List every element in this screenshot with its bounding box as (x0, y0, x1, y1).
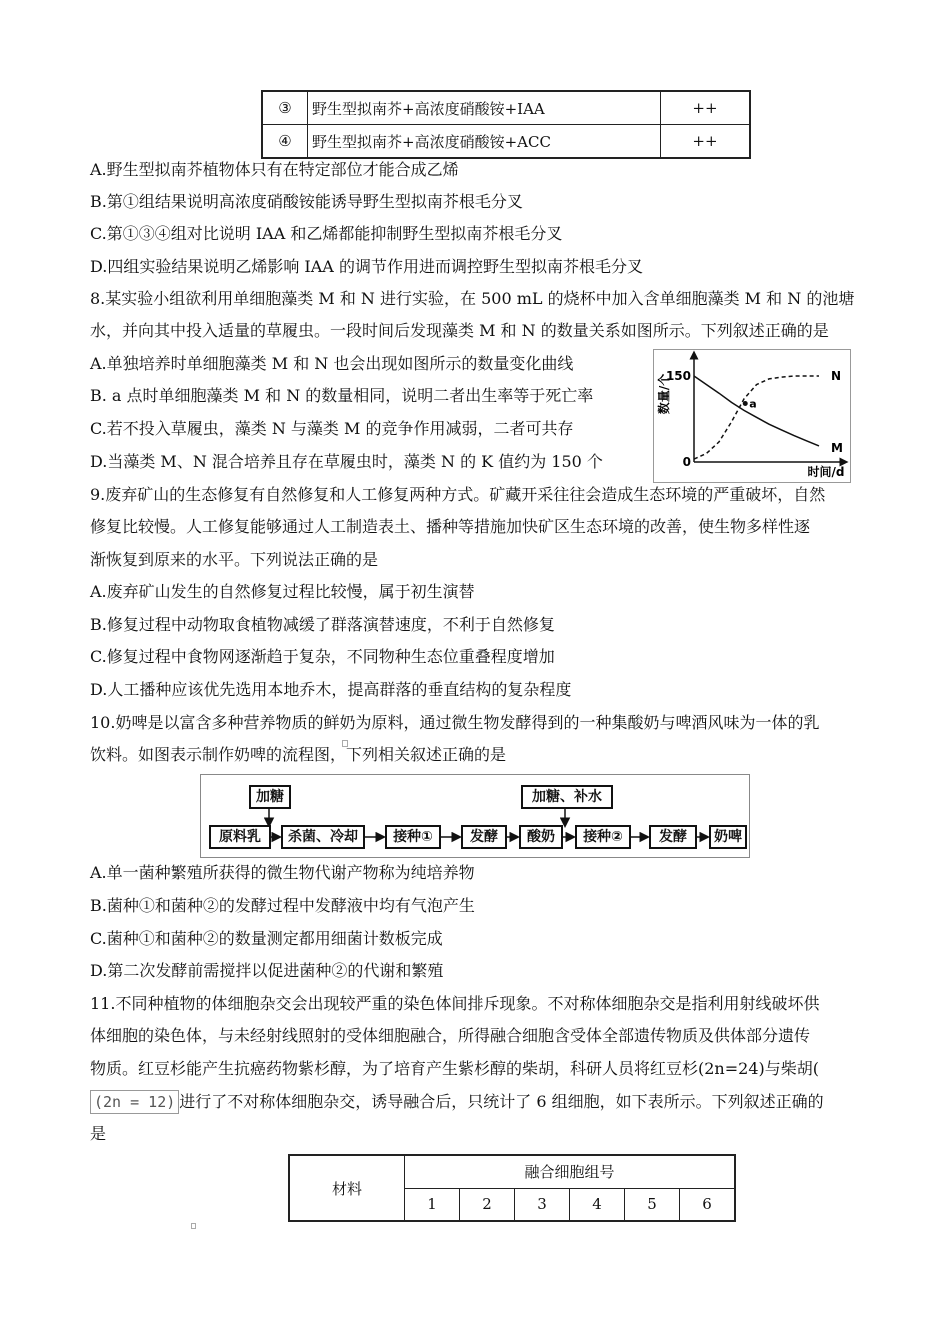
q11-stem-line1: 11.不同种植物的体细胞杂交会出现较严重的染色体间排斥现象。不对称体细胞杂交是指利用射线破坏供 (90, 994, 820, 1013)
intersection-label: a (749, 397, 757, 411)
group-number: 6 (680, 1188, 736, 1221)
flow-add-sugar: 加糖 (249, 785, 291, 809)
group-number: 2 (460, 1188, 515, 1221)
y-axis-label: 数量/个 (657, 373, 671, 415)
group-header: 融合细胞组号 (405, 1155, 736, 1188)
flow-add-sugar-water: 加糖、补水 (521, 785, 613, 809)
q10-stem-line2: 饮料。如图表示制作奶啤的流程图，下列相关叙述正确的是 (90, 745, 507, 764)
q9-stem-line3: 渐恢复到原来的水平。下列说法正确的是 (90, 550, 379, 569)
row-number: ③ (262, 91, 308, 125)
flow-step-ferment-1: 发酵 (461, 825, 507, 849)
y-tick-label-0: 0 (682, 455, 691, 469)
q9-stem-line2: 修复比较慢。人工修复能够通过人工制造表土、播种等措施加快矿区生态环境的改善，使生物多样性逐 (90, 517, 811, 536)
q9-option-d: D.人工播种应该优先选用本地乔木，提高群落的垂直结构的复杂程度 (90, 680, 572, 699)
q9-option-a: A.废弃矿山发生的自然修复过程比较慢，属于初生演替 (90, 582, 475, 601)
q11-stem-line4-text: 进行了不对称体细胞杂交，诱导融合后，只统计了 6 组细胞，如下表所示。下列叙述正确的 (179, 1092, 824, 1111)
flow-step-sterilize: 杀菌、冷却 (281, 825, 365, 849)
series-label-N: N (831, 369, 842, 383)
flow-step-inoculate-1: 接种① (385, 825, 441, 849)
group-number: 4 (570, 1188, 625, 1221)
q9-stem-line1: 9.废弃矿山的生态修复有自然修复和人工修复两种方式。矿藏开采往往会造成生态环境的严重破坏，自然 (90, 485, 826, 504)
q10-stem-line1: 10.奶啤是以富含多种营养物质的鲜奶为原料，通过微生物发酵得到的一种集酸奶与啤酒风味为一体的乳 (90, 713, 820, 732)
q7-option-d: D.四组实验结果说明乙烯影响 IAA 的调节作用进而调控野生型拟南芥根毛分叉 (90, 257, 643, 276)
flow-step-ferment-2: 发酵 (649, 825, 697, 849)
placeholder-mark (342, 740, 348, 747)
row-material: 野生型拟南芥+高浓度硝酸铵+IAA (308, 91, 661, 125)
q7-option-b: B.第①组结果说明高浓度硝酸铵能诱导野生型拟南芥根毛分叉 (90, 192, 523, 211)
experiment-table (261, 90, 751, 159)
table-row (262, 91, 750, 125)
q10-option-b: B.菌种①和菌种②的发酵过程中发酵液中均有气泡产生 (90, 896, 475, 915)
table-header-row (289, 1155, 735, 1188)
group-number: 5 (625, 1188, 680, 1221)
q10-option-d: D.第二次发酵前需搅拌以促进菌种②的代谢和繁殖 (90, 961, 444, 980)
formula-image: (2n = 12) (90, 1090, 179, 1114)
intersection-point (743, 401, 748, 406)
q7-option-c: C.第①③④组对比说明 IAA 和乙烯都能抑制野生型拟南芥根毛分叉 (90, 224, 563, 243)
population-chart (653, 349, 851, 483)
row-material: 野生型拟南芥+高浓度硝酸铵+ACC (308, 125, 661, 159)
q8-option-a: A.单独培养时单细胞藻类 M 和 N 也会出现如图所示的数量变化曲线 (90, 354, 574, 373)
q10-option-a: A.单一菌种繁殖所获得的微生物代谢产物称为纯培养物 (90, 863, 475, 882)
y-tick-label-150: 150 (665, 369, 691, 383)
q8-stem-line2: 水，并向其中投入适量的草履虫。一段时间后发现藻类 M 和 N 的数量关系如图所示。下列叙述正确的是 (90, 321, 829, 340)
q11-stem-line5: 是 (90, 1124, 107, 1143)
placeholder-mark (191, 1223, 196, 1229)
q11-stem-line4 (90, 1090, 824, 1114)
series-line-M (694, 376, 819, 446)
group-number: 1 (405, 1188, 460, 1221)
flow-step-raw-milk: 原料乳 (209, 825, 271, 849)
q8-option-d: D.当藻类 M、N 混合培养且存在草履虫时，藻类 N 的 K 值约为 150 个 (90, 452, 603, 471)
row-result: ++ (661, 91, 751, 125)
q9-option-b: B.修复过程中动物取食植物减缓了群落演替速度，不利于自然修复 (90, 615, 555, 634)
q11-stem-line2: 体细胞的染色体，与未经射线照射的受体细胞融合，所得融合细胞含受体全部遗传物质及供体部分遗传 (90, 1026, 811, 1045)
material-header: 材料 (289, 1155, 405, 1221)
q11-stem-line3: 物质。红豆杉能产生抗癌药物紫杉醇，为了培育产生紫杉醇的柴胡，科研人员将红豆杉(2n=24)与柴胡( (90, 1059, 819, 1078)
row-result: ++ (661, 125, 751, 159)
row-number: ④ (262, 125, 308, 159)
q10-option-c: C.菌种①和菌种②的数量测定都用细菌计数板完成 (90, 929, 443, 948)
milk-beer-flowchart (200, 774, 750, 858)
table-row (262, 125, 750, 159)
population-chart-svg (654, 350, 850, 482)
fusion-cell-table (288, 1154, 736, 1222)
series-label-M: M (831, 440, 843, 455)
flow-step-yogurt: 酸奶 (519, 825, 563, 849)
q8-option-b: B. a 点时单细胞藻类 M 和 N 的数量相同，说明二者出生率等于死亡率 (90, 386, 594, 405)
x-axis-label: 时间/d (807, 465, 845, 479)
flow-step-milk-beer: 奶啤 (709, 825, 747, 849)
q7-option-a: A.野生型拟南芥植物体只有在特定部位才能合成乙烯 (90, 160, 459, 179)
q8-option-c: C.若不投入草履虫，藻类 N 与藻类 M 的竞争作用减弱，二者可共存 (90, 419, 574, 438)
q9-option-c: C.修复过程中食物网逐渐趋于复杂，不同物种生态位重叠程度增加 (90, 647, 555, 666)
flow-step-inoculate-2: 接种② (575, 825, 631, 849)
q8-stem-line1: 8.某实验小组欲利用单细胞藻类 M 和 N 进行实验，在 500 mL 的烧杯中加入含单细胞藻类 M 和 N 的池塘 (90, 289, 855, 308)
group-number: 3 (515, 1188, 570, 1221)
